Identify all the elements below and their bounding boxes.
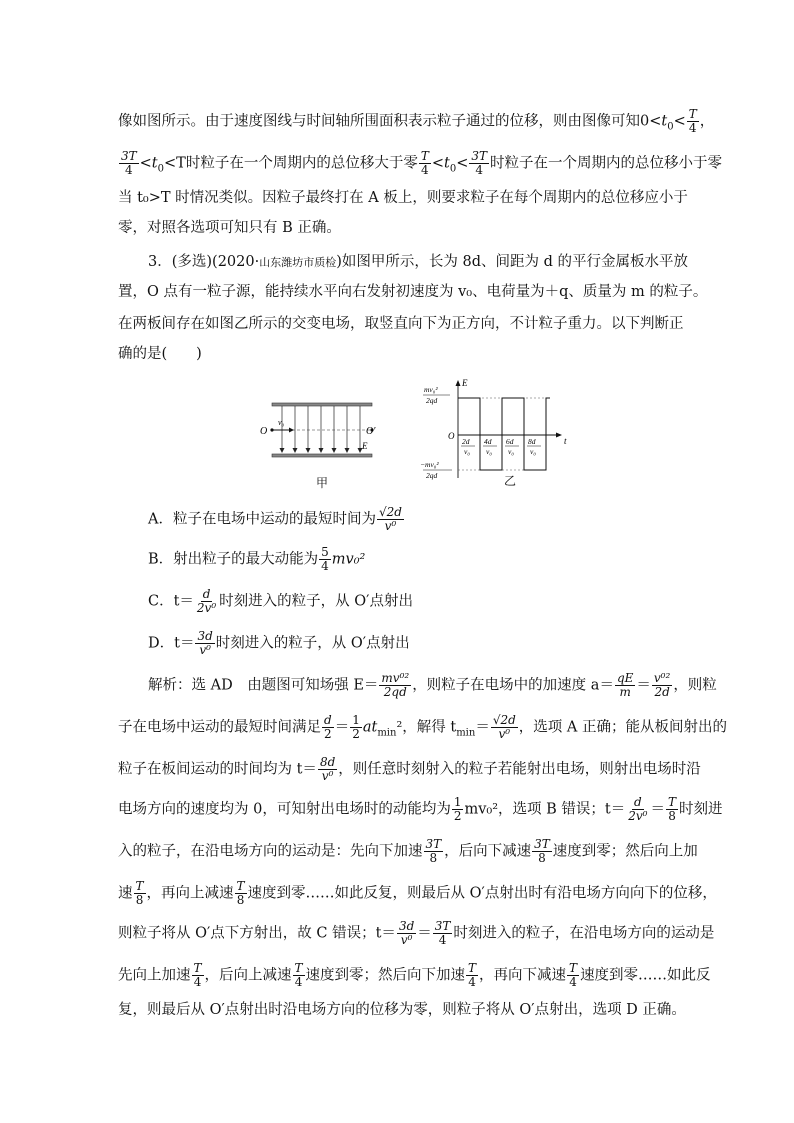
- text: ，选项 A 正确；能从板间射出的: [518, 719, 727, 736]
- prev-line-2: [118, 149, 722, 179]
- tick-label-3-den: v₀: [508, 447, 514, 456]
- text: <: [456, 155, 469, 172]
- tick-label-2-den: v₀: [486, 447, 492, 456]
- question-line-1: [148, 252, 708, 273]
- text: T: [569, 961, 578, 975]
- top-level-numerator: mv₀²: [424, 385, 438, 394]
- text: 时刻进入的粒子，从 O′点射出: [219, 593, 413, 610]
- text: 2v⁰: [196, 601, 217, 615]
- fraction: [567, 962, 579, 989]
- figure-jia: [258, 395, 388, 490]
- solution-line-1: [148, 671, 717, 699]
- question-source: 山东潍坊市质检: [259, 256, 337, 269]
- fraction: [532, 838, 552, 865]
- prev-line-3: 当 t₀>T 时情况类似。因粒子最终打在 A 板上，则要求粒子在每个周期内的总位移应小于: [118, 190, 688, 206]
- e-axis-arrowhead: [456, 380, 461, 386]
- text: 像如图所示。由于速度图线与时间轴所围面积表示粒子通过的位移，则由图像可知0<: [118, 113, 662, 130]
- fraction: [235, 880, 247, 907]
- text: D．t＝: [148, 635, 195, 652]
- text: mv₀²，选项 B 错误；t＝: [464, 801, 626, 818]
- text: 2: [453, 809, 462, 823]
- square-wave: [458, 398, 550, 470]
- fraction: [350, 714, 362, 741]
- text: 先向上加速: [118, 967, 191, 984]
- field-time-graph: [420, 378, 570, 486]
- text: B．射出粒子的最大动能为: [148, 551, 319, 568]
- origin-label: O: [448, 431, 455, 441]
- text: T: [420, 149, 429, 163]
- fraction: [666, 796, 678, 823]
- prev-line-1: [118, 107, 715, 137]
- text: T: [193, 961, 202, 975]
- question-line-3: 在两板间存在如图乙所示的交变电场，取竖直向下为正方向，不计粒子重力。以下判断正: [118, 316, 684, 332]
- solution-line-9: 复，则最后从 O′点射出时沿电场方向的位移为零，则粒子将从 O′点射出，选项 D 正确。: [118, 1002, 686, 1018]
- text: 粒子在板间运动的时间均为 t＝: [118, 761, 317, 778]
- text: 2v⁰: [628, 809, 648, 823]
- text: C．t＝: [148, 593, 194, 610]
- fraction: [119, 150, 139, 177]
- text: ，则粒子在电场中的加速度 a＝: [412, 677, 614, 694]
- bottom-level-denominator: 2qd: [426, 471, 438, 480]
- text: 4: [438, 933, 447, 947]
- text: v⁰: [199, 643, 211, 657]
- text: √2d: [378, 505, 402, 519]
- text: T: [135, 879, 144, 893]
- bottom-level-numerator: −mv₀²: [420, 460, 439, 469]
- text: 4: [421, 163, 429, 177]
- text: 时刻进入的粒子，在沿电场方向的运动是: [453, 925, 715, 942]
- text: 8d: [319, 755, 336, 769]
- text: 时粒子在一个周期内的总位移小于零: [490, 155, 722, 172]
- text: 2qd: [383, 685, 407, 699]
- fraction: [687, 108, 699, 135]
- text: )如图甲所示，长为 8d、间距为 d 的平行金属板水平放: [336, 254, 688, 270]
- text: ＝: [417, 925, 432, 942]
- velocity-arrowhead: [289, 428, 294, 433]
- tick-label-4-den: v₀: [530, 447, 536, 456]
- text: ＝: [650, 801, 665, 818]
- solution-line-7: [118, 919, 715, 947]
- text: 3T: [121, 149, 137, 163]
- text: v⁰: [400, 933, 413, 947]
- text: 8: [538, 851, 546, 865]
- caption-jia: 甲: [316, 476, 329, 490]
- text: 4: [475, 163, 483, 177]
- fraction: [195, 588, 218, 615]
- text: ，后向上减速: [204, 967, 292, 984]
- text: ，则任意时刻射入的粒子若能射出电场，则射出电场时沿: [338, 761, 701, 778]
- text: 8: [668, 809, 676, 823]
- text: min: [456, 727, 476, 739]
- text: 3T: [534, 837, 550, 851]
- fraction: [397, 920, 416, 947]
- fraction: [293, 962, 305, 989]
- text: 5: [321, 545, 329, 559]
- tick-label-1-den: v₀: [464, 447, 470, 456]
- text: 3T: [434, 919, 451, 933]
- figure-yi: [420, 378, 570, 486]
- text: T: [294, 961, 303, 975]
- tick-label-2-num: 4d: [484, 437, 492, 446]
- text: ＝: [475, 719, 490, 736]
- tick-label-1-num: 2d: [462, 437, 470, 446]
- text: qE: [616, 671, 634, 685]
- text: 4: [321, 559, 329, 573]
- text: √2d: [492, 713, 516, 727]
- question-line-4: 确的是( ): [118, 346, 202, 362]
- text: 速度到零；然后向上加: [552, 843, 698, 860]
- fraction: [319, 546, 331, 573]
- fraction: [469, 150, 489, 177]
- text: 0: [449, 163, 457, 175]
- text: d: [202, 587, 211, 601]
- text: 2: [324, 727, 332, 741]
- text: ＝: [636, 677, 651, 694]
- text: v⁰: [384, 519, 397, 533]
- text: 4: [468, 975, 476, 989]
- text: d: [324, 713, 332, 727]
- text: m: [619, 685, 631, 699]
- text: <T时粒子在一个周期内的总位移大于零: [164, 155, 418, 172]
- solution-line-3: [118, 755, 701, 783]
- text: ²，解得 t: [396, 719, 457, 736]
- text: 4: [688, 121, 697, 135]
- bottom-plate: [272, 454, 372, 457]
- text: 时刻进入的粒子，从 O′点射出: [215, 635, 410, 652]
- text: 3d: [197, 629, 213, 643]
- text: ，再向下减速: [479, 967, 567, 984]
- fraction: [466, 962, 478, 989]
- text: <t: [139, 155, 158, 172]
- fraction: [192, 962, 204, 989]
- field-lines: [282, 406, 360, 452]
- text: 解析：选 AD 由题图可知场强 E＝: [148, 677, 379, 694]
- text: mv⁰²: [381, 671, 410, 685]
- top-plate: [272, 403, 372, 406]
- t-axis-label: t: [564, 436, 567, 446]
- fraction: [491, 714, 518, 741]
- text: min: [377, 727, 397, 739]
- text: 0: [667, 121, 674, 133]
- text: v⁰: [321, 769, 334, 783]
- text: 则粒子将从 O′点下方射出，故 C 错误；t＝: [118, 925, 396, 942]
- text: 子在电场中运动的最短时间满足: [118, 719, 321, 736]
- text: ，则粒: [673, 677, 717, 694]
- text: 1: [453, 795, 462, 809]
- text: 3d: [398, 919, 415, 933]
- top-level-denominator: 2qd: [426, 396, 438, 405]
- text: 时刻进: [679, 801, 723, 818]
- text: 8: [236, 893, 245, 907]
- solution-line-6: [118, 879, 717, 907]
- tick-label-4-num: 8d: [528, 437, 536, 446]
- text: 速: [118, 885, 133, 902]
- point-O: [270, 428, 273, 431]
- text: 4: [125, 163, 133, 177]
- solution-line-4: [118, 795, 723, 823]
- fraction: [195, 630, 214, 657]
- question-number: 3．(多选)(2020·: [148, 254, 260, 270]
- caption-yi: 乙: [504, 474, 517, 488]
- text: v⁰: [498, 727, 511, 741]
- t-axis-arrowhead: [556, 433, 562, 438]
- text: T: [688, 107, 697, 121]
- text: T: [468, 961, 477, 975]
- text: at: [362, 719, 378, 736]
- text: t: [661, 113, 668, 130]
- text: 2d: [654, 685, 670, 699]
- fraction: [424, 838, 444, 865]
- solution-line-2: [118, 713, 727, 743]
- fraction: [419, 150, 431, 177]
- solution-line-8: [118, 961, 711, 989]
- fraction: [626, 796, 649, 823]
- field-arrowheads: [280, 448, 363, 453]
- label-v0: v₀: [278, 418, 285, 427]
- text: A．粒子在电场中运动的最短时间为: [148, 511, 376, 528]
- text: 4: [193, 975, 202, 989]
- e-axis-label: E: [462, 378, 468, 388]
- text: <t: [431, 155, 450, 172]
- text: T: [236, 879, 245, 893]
- prev-line-4: 零，对照各选项可知只有 B 正确。: [118, 220, 341, 236]
- fraction: [318, 756, 337, 783]
- text: 2: [352, 727, 360, 741]
- text: ，: [699, 113, 715, 130]
- text: 电场方向的速度均为 0，可知射出电场时的动能均为: [118, 801, 451, 818]
- label-Oprime: O′: [366, 426, 376, 437]
- text: 3T: [425, 837, 442, 851]
- fraction: [377, 506, 404, 533]
- text: ，再向上减速: [146, 885, 234, 902]
- text: ，后向下减速: [444, 843, 532, 860]
- text: 入的粒子，在沿电场方向的运动是：先向下加速: [118, 843, 423, 860]
- text: T: [668, 795, 677, 809]
- text: 8: [135, 893, 144, 907]
- fraction: [652, 672, 672, 699]
- text: ＝: [334, 719, 350, 736]
- text: 1: [352, 713, 360, 727]
- question-line-2: 置，O 点有一粒子源，能持续水平向右发射初速度为 v₀、电荷量为＋q、质量为 m 的粒子。: [118, 284, 708, 300]
- fraction: [322, 714, 334, 741]
- text: 速度到零……如此反复，则最后从 O′点射出时有沿电场方向向下的位移，: [247, 885, 717, 902]
- tick-label-3-num: 6d: [506, 437, 514, 446]
- label-O: O: [260, 426, 268, 437]
- solution-line-5: [118, 837, 698, 865]
- text: d: [634, 795, 642, 809]
- option-C: [148, 588, 413, 615]
- fraction: [615, 672, 635, 699]
- text: 4: [569, 975, 577, 989]
- text: 0: [157, 163, 164, 175]
- label-E: E: [362, 441, 368, 451]
- fraction: [452, 796, 464, 823]
- text: 8: [429, 851, 438, 865]
- text: v⁰²: [653, 671, 671, 685]
- fraction: [433, 920, 453, 947]
- text: <: [673, 113, 686, 130]
- option-D: [148, 630, 410, 657]
- fraction: [379, 672, 411, 699]
- text: 速度到零；然后向下加速: [305, 967, 466, 984]
- option-A: [148, 506, 405, 533]
- text: mv₀²: [331, 551, 366, 568]
- option-B: [148, 546, 365, 573]
- text: 4: [294, 975, 303, 989]
- text: 3T: [471, 149, 487, 163]
- text: 速度到零……如此反: [580, 967, 711, 984]
- fraction: [134, 880, 146, 907]
